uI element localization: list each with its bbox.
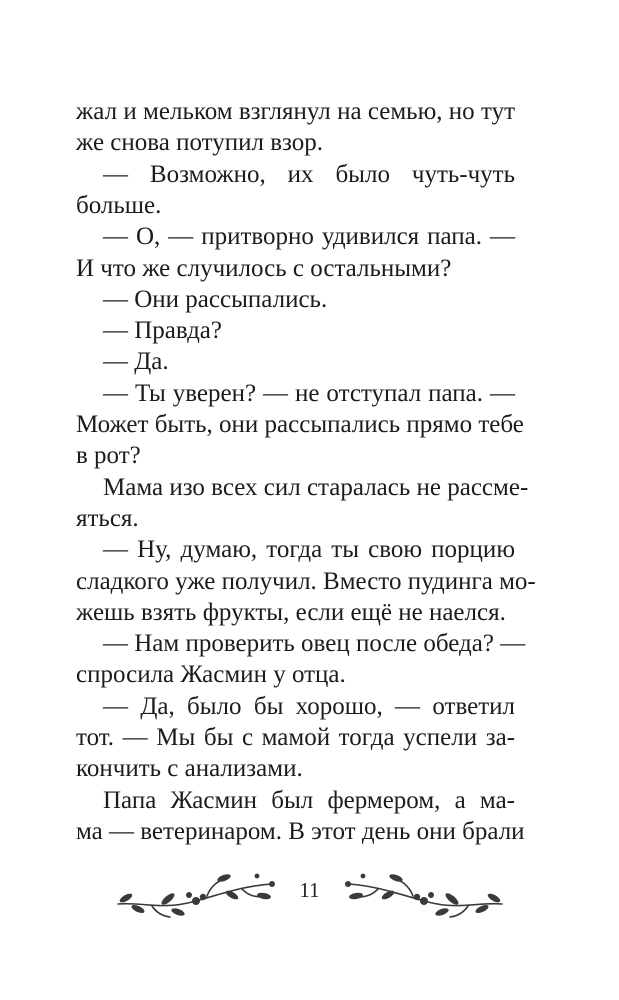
text-line: — Правда? [103,317,222,345]
text-line: Папа Жасмин был фермером, а ма- [103,786,515,814]
text-line: яться. [76,504,139,532]
text-line: тот. — Мы бы с мамой тогда успели за- [76,724,515,751]
text-line: — О, — притворно удивился папа. — [103,223,515,251]
text-line: — Возможно, их было чуть-чуть [103,160,515,188]
text-line: И что же случилось с остальными? [76,254,452,282]
text-line: Может быть, они рассыпались прямо тебе [76,411,524,438]
text-line: — Ну, думаю, тогда ты свою порцию [103,536,515,564]
page-footer [0,862,619,922]
text-line: спросила Жасмин у отца. [76,661,346,689]
text-line: — Да. [103,348,169,376]
text-line: — Ты уверен? — не отступал папа. — [103,379,515,407]
text-line: ма — ветеринаром. В этот день они брали [76,817,525,845]
text-line: в рот? [76,442,141,470]
text-line: же снова потупил взор. [76,129,323,157]
text-line: жешь взять фрукты, если ещё не наелся. [76,598,506,626]
floral-vine-icon [338,862,508,922]
text-line: — Да, было бы хорошо, — ответил [103,692,515,720]
text-line: кончить с анализами. [76,755,303,783]
text-line: — Они рассыпались. [103,285,328,313]
text-line: Мама изо всех сил старалась не рассме- [103,473,529,501]
text-line: сладкого уже получил. Вместо пудинга мо- [76,567,536,595]
text-line: — Нам проверить овец после обеда? — [103,630,526,658]
text-line: больше. [76,191,162,219]
text-line: жал и мельком взглянул на семью, но тут [76,98,515,125]
page-number: 11 [299,878,320,902]
